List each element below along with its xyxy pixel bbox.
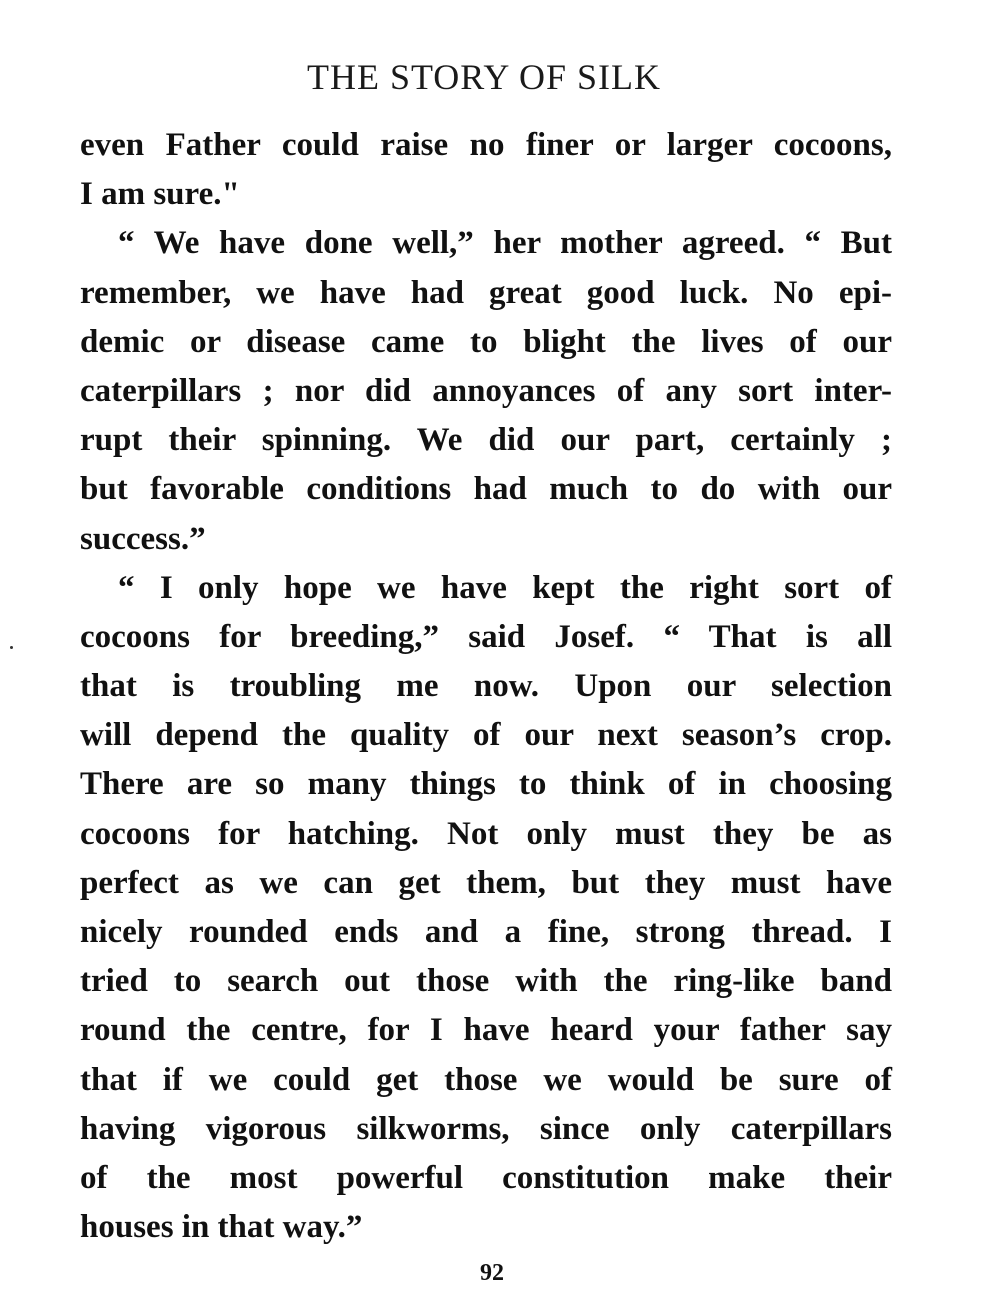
text-line: having vigorous silkworms, since only caterpillars [80, 1110, 892, 1147]
text-line: of the most powerful constitution make their [80, 1159, 892, 1196]
text-line: but favorable conditions had much to do with our [80, 471, 892, 508]
text-line: “ I only hope we have kept the right sort of [118, 569, 892, 606]
text-line: houses in that way.” [80, 1209, 363, 1246]
page-number: 92 [480, 1260, 504, 1286]
text-line: cocoons for breeding,” said Josef. “ That is all [80, 618, 892, 655]
text-line: nicely rounded ends and a fine, strong thread. I [80, 914, 892, 950]
text-line: will depend the quality of our next season’s crop. [80, 717, 892, 754]
text-line: success.” [80, 520, 206, 557]
text-line: that is troubling me now. Upon our selection [80, 668, 892, 705]
text-line: that if we could get those we would be sure of [80, 1061, 892, 1098]
text-line: round the centre, for I have heard your father say [80, 1012, 892, 1049]
text-line: even Father could raise no finer or larger cocoons, [80, 127, 892, 163]
margin-speck [10, 646, 13, 649]
paragraph-3 [80, 564, 892, 1253]
text-line: perfect as we can get them, but they must have [80, 864, 892, 901]
running-head-title: THE STORY OF SILK [306, 57, 662, 97]
text-line: “ We have done well,” her mother agreed. “ But [118, 225, 892, 262]
text-line: I am sure." [80, 176, 240, 213]
text-line: demic or disease came to blight the lives of our [80, 323, 892, 360]
text-line: caterpillars ; nor did annoyances of any sort inter- [80, 372, 892, 409]
text-line: cocoons for hatching. Not only must they be as [80, 815, 892, 852]
body-text [80, 121, 892, 1252]
text-line: There are so many things to think of in choosing [80, 766, 892, 803]
text-line: remember, we have had great good luck. No epi- [80, 274, 892, 311]
paragraph-1 [80, 121, 892, 219]
paragraph-2 [80, 219, 892, 563]
text-line: tried to search out those with the ring-like band [80, 963, 892, 1000]
text-line: rupt their spinning. We did our part, certainly ; [80, 422, 892, 459]
